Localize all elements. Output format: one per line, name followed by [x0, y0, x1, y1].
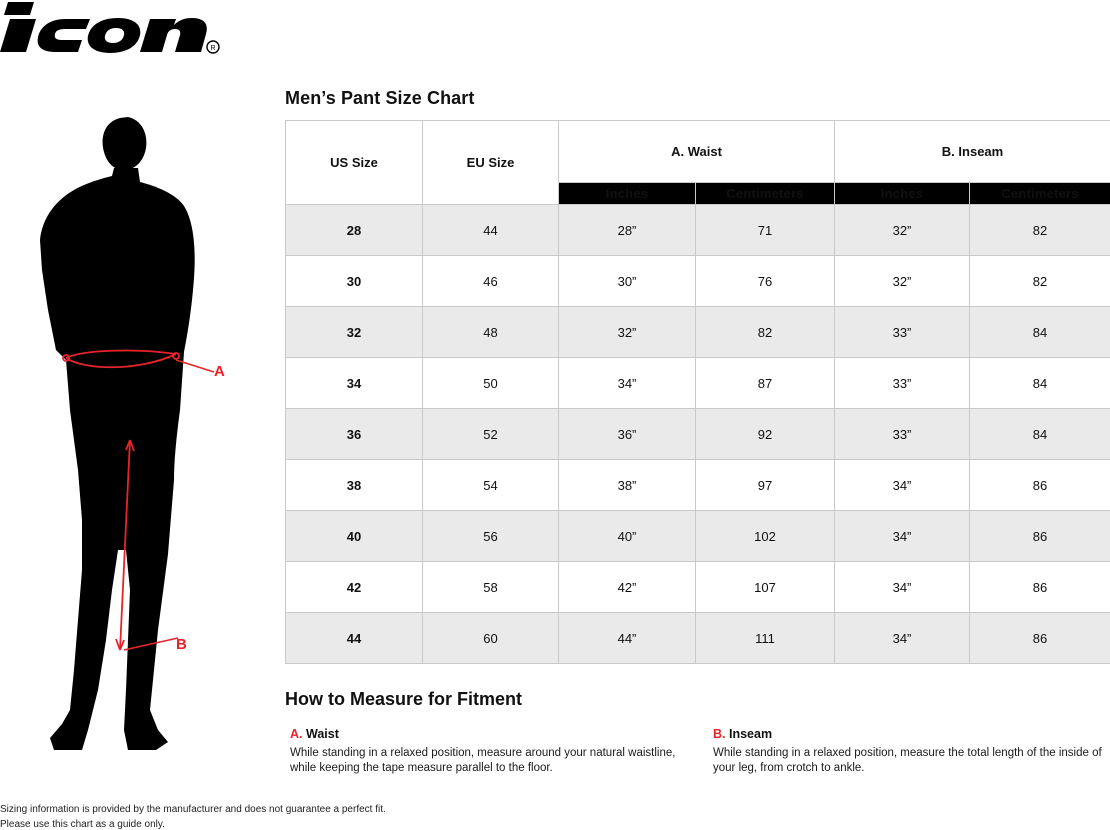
- cell-us-size: 44: [286, 613, 423, 664]
- measure-waist-heading: [290, 726, 690, 743]
- header-eu-size: EU Size: [423, 121, 559, 205]
- header-us-size: US Size: [286, 121, 423, 205]
- cell-us-size: 40: [286, 511, 423, 562]
- cell-waist-cm: 87: [696, 358, 835, 409]
- footnote: [0, 803, 386, 830]
- table-row: [286, 256, 1110, 307]
- body-diagram: [8, 110, 258, 760]
- table-body: [286, 205, 1110, 664]
- cell-eu-size: 52: [423, 409, 559, 460]
- cell-inseam-cm: 82: [970, 256, 1110, 307]
- cell-eu-size: 48: [423, 307, 559, 358]
- cell-inseam-inches: 33”: [835, 358, 970, 409]
- table-row: [286, 205, 1110, 256]
- footnote-line-1: Sizing information is provided by the manufacturer and does not guarantee a perfect fit.: [0, 804, 386, 815]
- cell-us-size: 32: [286, 307, 423, 358]
- measure-waist-marker: A.: [290, 727, 303, 741]
- cell-inseam-inches: 34”: [835, 511, 970, 562]
- header-inseam-group: B. Inseam: [835, 121, 1110, 183]
- measure-inseam-name: Inseam: [728, 727, 773, 741]
- cell-inseam-cm: 86: [970, 562, 1110, 613]
- cell-waist-cm: 97: [696, 460, 835, 511]
- table-row: [286, 562, 1110, 613]
- cell-inseam-inches: 34”: [835, 562, 970, 613]
- cell-inseam-inches: 33”: [835, 409, 970, 460]
- table-row: [286, 358, 1110, 409]
- cell-inseam-cm: 86: [970, 613, 1110, 664]
- waist-label-a: A: [214, 363, 225, 380]
- cell-waist-inches: 32”: [559, 307, 696, 358]
- measure-instruction-waist: [290, 726, 690, 777]
- measure-waist-name: Waist: [305, 727, 339, 741]
- table-row: [286, 511, 1110, 562]
- cell-waist-cm: 71: [696, 205, 835, 256]
- cell-waist-cm: 111: [696, 613, 835, 664]
- chart-title: Men’s Pant Size Chart: [285, 88, 475, 108]
- cell-eu-size: 54: [423, 460, 559, 511]
- cell-us-size: 36: [286, 409, 423, 460]
- cell-us-size: 28: [286, 205, 423, 256]
- size-chart-table: [285, 120, 1110, 664]
- cell-eu-size: 60: [423, 613, 559, 664]
- cell-inseam-inches: 32”: [835, 256, 970, 307]
- footnote-line-2: Please use this chart as a guide only.: [0, 818, 165, 830]
- cell-us-size: 38: [286, 460, 423, 511]
- how-to-measure-title: How to Measure for Fitment: [285, 689, 523, 709]
- table-row: [286, 409, 1110, 460]
- cell-inseam-cm: 84: [970, 307, 1110, 358]
- cell-waist-inches: 30”: [559, 256, 696, 307]
- cell-inseam-cm: 86: [970, 511, 1110, 562]
- cell-waist-inches: 36”: [559, 409, 696, 460]
- header-waist-inches: Inches: [559, 183, 696, 205]
- header-inseam-centimeters: Centimeters: [970, 183, 1110, 205]
- cell-eu-size: 58: [423, 562, 559, 613]
- table-head: [286, 121, 1110, 205]
- cell-waist-cm: 82: [696, 307, 835, 358]
- table-row: [286, 613, 1110, 664]
- cell-inseam-inches: 33”: [835, 307, 970, 358]
- header-waist-centimeters: Centimeters: [696, 183, 835, 205]
- cell-waist-inches: 34”: [559, 358, 696, 409]
- cell-waist-inches: 44”: [559, 613, 696, 664]
- body-silhouette: [40, 117, 195, 750]
- brand-logo: [0, 0, 222, 62]
- measure-instruction-inseam: [713, 726, 1110, 777]
- cell-waist-inches: 42”: [559, 562, 696, 613]
- measure-inseam-marker: B.: [713, 727, 726, 741]
- measure-waist-text: While standing in a relaxed position, measure around your natural waistline, while keeping the tape measure parallel to the floor.: [290, 746, 676, 775]
- inseam-label-b: B: [176, 636, 187, 653]
- cell-eu-size: 56: [423, 511, 559, 562]
- svg-text:R: R: [210, 45, 216, 52]
- cell-inseam-cm: 84: [970, 358, 1110, 409]
- table-row: [286, 307, 1110, 358]
- size-chart-table-wrapper: [285, 120, 1110, 664]
- measure-inseam-heading: [713, 726, 1110, 743]
- cell-waist-cm: 92: [696, 409, 835, 460]
- cell-waist-inches: 38”: [559, 460, 696, 511]
- cell-inseam-inches: 32”: [835, 205, 970, 256]
- header-inseam-inches: Inches: [835, 183, 970, 205]
- table-header-row-groups: [286, 121, 1110, 183]
- cell-waist-inches: 40”: [559, 511, 696, 562]
- cell-eu-size: 46: [423, 256, 559, 307]
- cell-inseam-cm: 86: [970, 460, 1110, 511]
- cell-inseam-inches: 34”: [835, 460, 970, 511]
- cell-us-size: 42: [286, 562, 423, 613]
- cell-inseam-cm: 84: [970, 409, 1110, 460]
- cell-eu-size: 50: [423, 358, 559, 409]
- cell-inseam-inches: 34”: [835, 613, 970, 664]
- cell-waist-cm: 107: [696, 562, 835, 613]
- header-waist-group: A. Waist: [559, 121, 835, 183]
- cell-waist-inches: 28”: [559, 205, 696, 256]
- measure-inseam-text: While standing in a relaxed position, measure the total length of the inside of your leg, from crotch to ankle.: [713, 746, 1102, 775]
- cell-us-size: 30: [286, 256, 423, 307]
- cell-us-size: 34: [286, 358, 423, 409]
- cell-eu-size: 44: [423, 205, 559, 256]
- cell-waist-cm: 76: [696, 256, 835, 307]
- table-row: [286, 460, 1110, 511]
- cell-inseam-cm: 82: [970, 205, 1110, 256]
- cell-waist-cm: 102: [696, 511, 835, 562]
